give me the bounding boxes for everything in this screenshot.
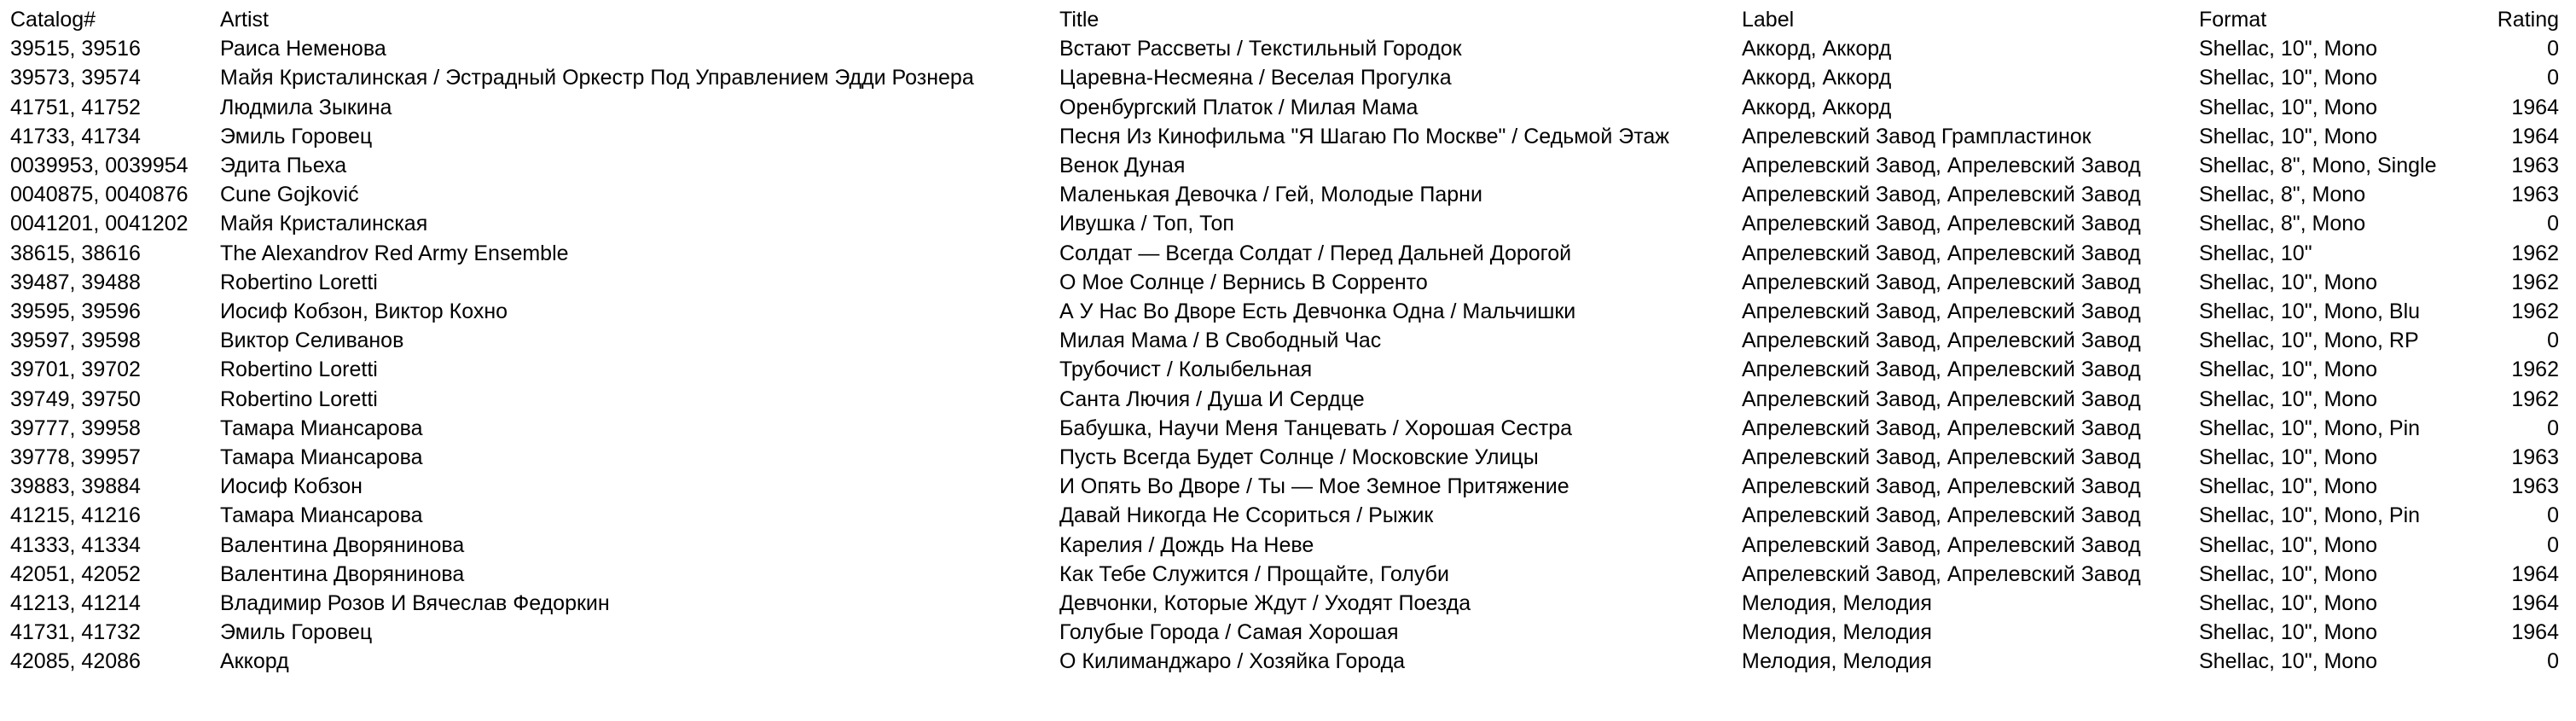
cell-catalog: 0039953, 0039954 bbox=[10, 154, 189, 178]
cell-catalog: 39883, 39884 bbox=[10, 474, 141, 499]
cell-catalog: 0040875, 0040876 bbox=[10, 183, 189, 207]
cell-rating: 1964 bbox=[2511, 561, 2559, 586]
cell-format: Shellac, 10", Mono bbox=[2199, 37, 2377, 61]
table-row[interactable] bbox=[0, 647, 2576, 676]
cell-rating: 1963 bbox=[2511, 474, 2559, 499]
cell-catalog: 0041201, 0041202 bbox=[10, 212, 189, 236]
cell-format: Shellac, 10", Mono bbox=[2199, 358, 2377, 382]
cell-rating: 1963 bbox=[2511, 154, 2559, 178]
cell-artist: Владимир Розов И Вячеслав Федоркин bbox=[220, 591, 610, 616]
cell-label: Апрелевский Завод, Апрелевский Завод bbox=[1742, 329, 2141, 353]
cell-artist: Людмила Зыкина bbox=[220, 95, 392, 119]
cell-format: Shellac, 10", Mono bbox=[2199, 561, 2377, 586]
cell-artist: Тамара Миансарова bbox=[220, 416, 423, 440]
cell-title: Венок Дуная bbox=[1059, 154, 1186, 178]
cell-catalog: 39597, 39598 bbox=[10, 329, 141, 353]
table-row[interactable] bbox=[0, 239, 2576, 268]
cell-rating: 1964 bbox=[2511, 591, 2559, 616]
table-row[interactable] bbox=[0, 589, 2576, 618]
cell-title: Карелия / Дождь На Неве bbox=[1059, 532, 1314, 557]
cell-artist: Эдита Пьеха bbox=[220, 154, 347, 178]
cell-format: Shellac, 10", Mono, Blu bbox=[2199, 299, 2421, 324]
cell-catalog: 39515, 39516 bbox=[10, 37, 141, 61]
cell-format: Shellac, 10", Mono bbox=[2199, 474, 2377, 499]
table-row[interactable] bbox=[0, 385, 2576, 414]
cell-label: Апрелевский Завод, Апрелевский Завод bbox=[1742, 474, 2141, 499]
cell-artist: Иосиф Кобзон, Виктор Кохно bbox=[220, 299, 508, 324]
cell-rating: 0 bbox=[2547, 66, 2559, 90]
cell-artist: Валентина Дворянинова bbox=[220, 561, 465, 586]
cell-title: Солдат — Всегда Солдат / Перед Дальней Дорогой bbox=[1059, 241, 1572, 265]
table-row[interactable] bbox=[0, 209, 2576, 238]
cell-catalog: 41751, 41752 bbox=[10, 95, 141, 119]
cell-format: Shellac, 10", Mono bbox=[2199, 387, 2377, 411]
cell-format: Shellac, 10", Mono bbox=[2199, 124, 2377, 148]
cell-artist: Майя Кристалинская / Эстрадный Оркестр Под Управлением Эдди Рознера bbox=[220, 66, 974, 90]
cell-title: Трубочист / Колыбельная bbox=[1059, 358, 1313, 382]
cell-format: Shellac, 10" bbox=[2199, 241, 2312, 265]
cell-title: Царевна-Несмеяна / Веселая Прогулка bbox=[1059, 66, 1452, 90]
table-row[interactable] bbox=[0, 443, 2576, 472]
cell-format: Shellac, 10", Mono bbox=[2199, 649, 2377, 674]
cell-label: Аккорд, Аккорд bbox=[1742, 95, 1892, 119]
cell-catalog: 38615, 38616 bbox=[10, 241, 141, 265]
cell-label: Мелодия, Мелодия bbox=[1742, 620, 1932, 645]
cell-format: Shellac, 10", Mono bbox=[2199, 270, 2377, 294]
cell-catalog: 39595, 39596 bbox=[10, 299, 141, 324]
cell-catalog: 42051, 42052 bbox=[10, 561, 141, 586]
cell-catalog: 39701, 39702 bbox=[10, 358, 141, 382]
header-row bbox=[0, 5, 2576, 34]
cell-artist: Cune Gojković bbox=[220, 183, 359, 207]
table-body bbox=[0, 34, 2576, 676]
records-table bbox=[0, 5, 2576, 677]
cell-artist: Эмиль Горовец bbox=[220, 124, 373, 148]
cell-artist: Майя Кристалинская bbox=[220, 212, 428, 236]
cell-rating: 0 bbox=[2547, 212, 2559, 236]
cell-format: Shellac, 10", Mono bbox=[2199, 620, 2377, 645]
cell-label: Апрелевский Завод Грампластинок bbox=[1742, 124, 2092, 148]
cell-label: Апрелевский Завод, Апрелевский Завод bbox=[1742, 241, 2141, 265]
cell-rating: 1962 bbox=[2511, 241, 2559, 265]
cell-catalog: 41215, 41216 bbox=[10, 503, 141, 528]
cell-rating: 1962 bbox=[2511, 270, 2559, 294]
cell-catalog: 39778, 39957 bbox=[10, 445, 141, 470]
cell-title: Давай Никогда Не Ссориться / Рыжик bbox=[1059, 503, 1434, 528]
cell-artist: Тамара Миансарова bbox=[220, 503, 423, 528]
column-header-artist[interactable]: Artist bbox=[220, 8, 269, 32]
cell-rating: 0 bbox=[2547, 503, 2559, 528]
table-row[interactable] bbox=[0, 414, 2576, 443]
cell-title: Пусть Всегда Будет Солнце / Московские Улицы bbox=[1059, 445, 1539, 470]
cell-artist: Иосиф Кобзон bbox=[220, 474, 363, 499]
cell-label: Апрелевский Завод, Апрелевский Завод bbox=[1742, 154, 2141, 178]
cell-label: Апрелевский Завод, Апрелевский Завод bbox=[1742, 387, 2141, 411]
table-row[interactable] bbox=[0, 501, 2576, 530]
table-row[interactable] bbox=[0, 151, 2576, 180]
cell-catalog: 39777, 39958 bbox=[10, 416, 141, 440]
table-row[interactable] bbox=[0, 297, 2576, 326]
cell-artist: Robertino Loretti bbox=[220, 270, 378, 294]
cell-format: Shellac, 10", Mono, Pin bbox=[2199, 503, 2421, 528]
cell-format: Shellac, 8", Mono bbox=[2199, 212, 2366, 236]
table-row[interactable] bbox=[0, 531, 2576, 560]
cell-title: Милая Мама / В Свободный Час bbox=[1059, 329, 1382, 353]
cell-catalog: 39487, 39488 bbox=[10, 270, 141, 294]
cell-format: Shellac, 10", Mono, Pin bbox=[2199, 416, 2421, 440]
cell-title: Песня Из Кинофильма "Я Шагаю По Москве" / Седьмой Этаж bbox=[1059, 124, 1669, 148]
table-row[interactable] bbox=[0, 122, 2576, 151]
cell-catalog: 41213, 41214 bbox=[10, 591, 141, 616]
cell-format: Shellac, 10", Mono bbox=[2199, 66, 2377, 90]
cell-format: Shellac, 8", Mono, Single bbox=[2199, 154, 2437, 178]
cell-label: Аккорд, Аккорд bbox=[1742, 37, 1892, 61]
table-row[interactable] bbox=[0, 326, 2576, 355]
cell-title: Девчонки, Которые Ждут / Уходят Поезда bbox=[1059, 591, 1471, 616]
table-row[interactable] bbox=[0, 34, 2576, 63]
cell-artist: The Alexandrov Red Army Ensemble bbox=[220, 241, 569, 265]
cell-rating: 0 bbox=[2547, 329, 2559, 353]
cell-title: Ивушка / Топ, Топ bbox=[1059, 212, 1234, 236]
column-header-label[interactable]: Label bbox=[1742, 8, 1795, 32]
cell-title: Как Тебе Служится / Прощайте, Голуби bbox=[1059, 561, 1449, 586]
cell-title: Встают Рассветы / Текстильный Городок bbox=[1059, 37, 1462, 61]
cell-label: Аккорд, Аккорд bbox=[1742, 66, 1892, 90]
cell-title: О Килиманджаро / Хозяйка Города bbox=[1059, 649, 1406, 674]
cell-rating: 0 bbox=[2547, 532, 2559, 557]
cell-format: Shellac, 10", Mono bbox=[2199, 95, 2377, 119]
cell-rating: 1962 bbox=[2511, 387, 2559, 411]
cell-label: Апрелевский Завод, Апрелевский Завод bbox=[1742, 503, 2141, 528]
table-row[interactable] bbox=[0, 618, 2576, 647]
cell-title: Санта Лючия / Душа И Сердце bbox=[1059, 387, 1365, 411]
cell-label: Апрелевский Завод, Апрелевский Завод bbox=[1742, 183, 2141, 207]
cell-artist: Аккорд bbox=[220, 649, 289, 674]
cell-catalog: 42085, 42086 bbox=[10, 649, 141, 674]
table-row[interactable] bbox=[0, 93, 2576, 122]
cell-label: Апрелевский Завод, Апрелевский Завод bbox=[1742, 212, 2141, 236]
table-row[interactable] bbox=[0, 472, 2576, 501]
cell-rating: 1964 bbox=[2511, 95, 2559, 119]
cell-label: Апрелевский Завод, Апрелевский Завод bbox=[1742, 416, 2141, 440]
cell-format: Shellac, 10", Mono bbox=[2199, 591, 2377, 616]
cell-title: Бабушка, Научи Меня Танцевать / Хорошая Сестра bbox=[1059, 416, 1573, 440]
table-row[interactable] bbox=[0, 63, 2576, 92]
cell-artist: Виктор Селиванов bbox=[220, 329, 404, 353]
cell-title: Голубые Города / Самая Хорошая bbox=[1059, 620, 1399, 645]
cell-format: Shellac, 10", Mono bbox=[2199, 532, 2377, 557]
cell-label: Апрелевский Завод, Апрелевский Завод bbox=[1742, 445, 2141, 470]
cell-rating: 1964 bbox=[2511, 620, 2559, 645]
cell-title: О Мое Солнце / Вернись В Сорренто bbox=[1059, 270, 1428, 294]
column-header-rating[interactable]: Rating bbox=[2497, 8, 2559, 32]
cell-artist: Валентина Дворянинова bbox=[220, 532, 465, 557]
cell-title: Маленькая Девочка / Гей, Молодые Парни bbox=[1059, 183, 1482, 207]
cell-label: Мелодия, Мелодия bbox=[1742, 649, 1932, 674]
cell-format: Shellac, 8", Mono bbox=[2199, 183, 2366, 207]
column-header-format[interactable]: Format bbox=[2199, 8, 2267, 32]
cell-format: Shellac, 10", Mono bbox=[2199, 445, 2377, 470]
cell-rating: 0 bbox=[2547, 416, 2559, 440]
cell-label: Апрелевский Завод, Апрелевский Завод bbox=[1742, 299, 2141, 324]
cell-rating: 0 bbox=[2547, 37, 2559, 61]
cell-label: Мелодия, Мелодия bbox=[1742, 591, 1932, 616]
table-row[interactable] bbox=[0, 560, 2576, 589]
cell-label: Апрелевский Завод, Апрелевский Завод bbox=[1742, 561, 2141, 586]
cell-rating: 1962 bbox=[2511, 358, 2559, 382]
table-header bbox=[0, 5, 2576, 34]
cell-label: Апрелевский Завод, Апрелевский Завод bbox=[1742, 358, 2141, 382]
cell-title: Оренбургский Платок / Милая Мама bbox=[1059, 95, 1419, 119]
cell-catalog: 41333, 41334 bbox=[10, 532, 141, 557]
cell-rating: 1963 bbox=[2511, 445, 2559, 470]
cell-rating: 0 bbox=[2547, 649, 2559, 674]
cell-artist: Robertino Loretti bbox=[220, 387, 378, 411]
cell-catalog: 41731, 41732 bbox=[10, 620, 141, 645]
cell-label: Апрелевский Завод, Апрелевский Завод bbox=[1742, 270, 2141, 294]
cell-artist: Robertino Loretti bbox=[220, 358, 378, 382]
cell-artist: Эмиль Горовец bbox=[220, 620, 373, 645]
table-row[interactable] bbox=[0, 268, 2576, 297]
cell-catalog: 41733, 41734 bbox=[10, 124, 141, 148]
cell-catalog: 39573, 39574 bbox=[10, 66, 141, 90]
cell-rating: 1963 bbox=[2511, 183, 2559, 207]
cell-rating: 1964 bbox=[2511, 124, 2559, 148]
cell-format: Shellac, 10", Mono, RP bbox=[2199, 329, 2419, 353]
table-row[interactable] bbox=[0, 180, 2576, 209]
cell-title: И Опять Во Дворе / Ты — Мое Земное Притяжение bbox=[1059, 474, 1569, 499]
cell-rating: 1962 bbox=[2511, 299, 2559, 324]
cell-catalog: 39749, 39750 bbox=[10, 387, 141, 411]
column-header-catalog[interactable]: Catalog# bbox=[10, 8, 96, 32]
cell-title: А У Нас Во Дворе Есть Девчонка Одна / Мальчишки bbox=[1059, 299, 1576, 324]
cell-label: Апрелевский Завод, Апрелевский Завод bbox=[1742, 532, 2141, 557]
cell-artist: Тамара Миансарова bbox=[220, 445, 423, 470]
cell-artist: Раиса Неменова bbox=[220, 37, 386, 61]
table-row[interactable] bbox=[0, 355, 2576, 384]
column-header-title[interactable]: Title bbox=[1059, 8, 1099, 32]
